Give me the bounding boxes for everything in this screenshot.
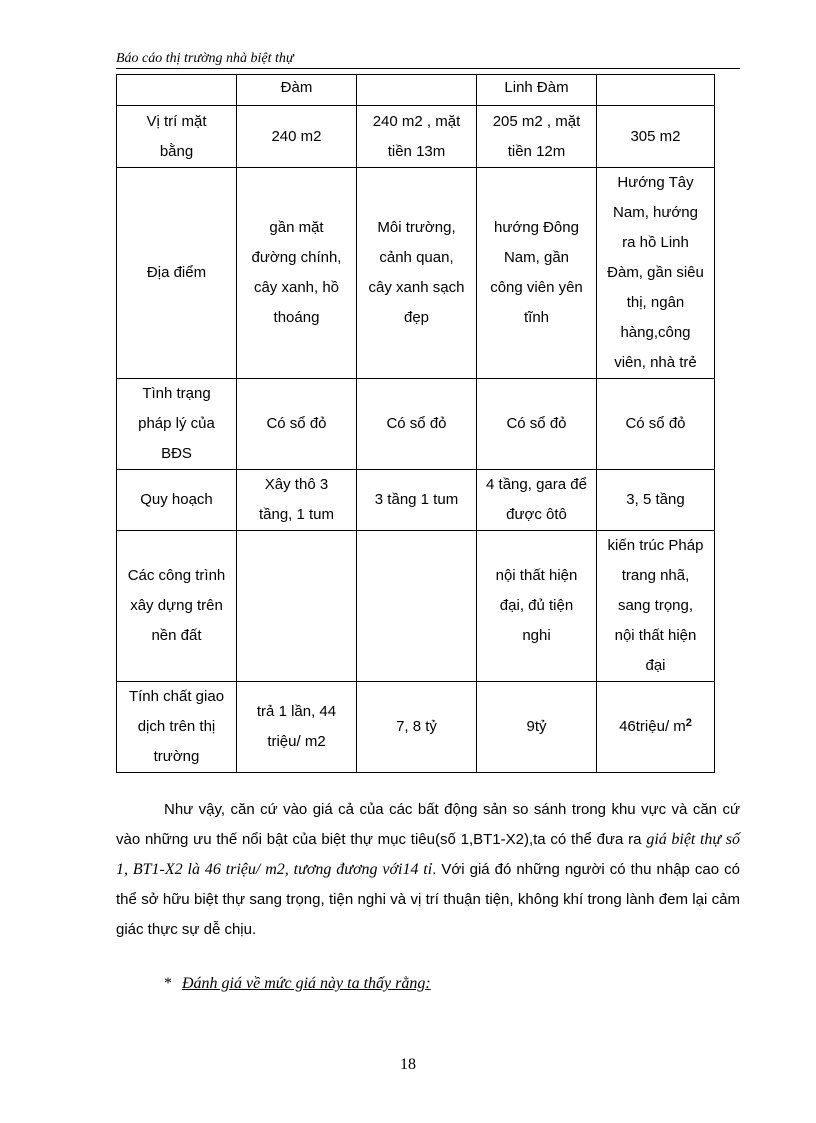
row-label: Vị trí mặt bằng (117, 106, 237, 168)
bullet-star: * (164, 975, 172, 992)
price-per-m2: 46triệu/ m (619, 718, 686, 735)
table-row (117, 470, 715, 531)
table-row (117, 75, 715, 106)
table-cell (597, 682, 715, 773)
row-label: Địa điểm (117, 168, 237, 379)
evaluation-heading (164, 975, 431, 993)
paragraph-text-1: Như vậy, căn cứ vào giá cả của các bất động sản so sánh trong khu vực và căn cứ vào những ưu thế nổi bật của biệt thự mục tiêu(số 1,BT1-X2),ta có thể đưa ra (116, 801, 740, 848)
table-cell: kiến trúc Pháp trang nhã, sang trọng, nội thất hiện đại (597, 531, 715, 682)
paragraph-italic: giá biệt thự số 1, BT1-X2 là 46 triệu/ m2, tương đương với14 tỉ (116, 831, 740, 878)
comparison-table (116, 74, 715, 773)
table-cell (357, 75, 477, 106)
table-row (117, 168, 715, 379)
table-cell: 305 m2 (597, 106, 715, 168)
superscript: 2 (685, 717, 692, 729)
table-cell: Có sổ đỏ (237, 379, 357, 470)
table-row (117, 106, 715, 168)
table-cell (597, 75, 715, 106)
table-cell: 3, 5 tầng (597, 470, 715, 531)
evaluation-label: Đánh giá về mức giá này ta thấy rằng: (182, 975, 431, 992)
table-cell (357, 531, 477, 682)
table-cell: 7, 8 tỷ (357, 682, 477, 773)
row-label: Quy hoạch (117, 470, 237, 531)
paragraph-text-2: . Với giá đó những người có thu nhập cao có thể sở hữu biệt thự sang trọng, tiện nghi và vị trí thuận tiện, không khí trong lành đem lại cảm giác thực sự dễ chịu. (116, 861, 740, 938)
table-cell: 205 m2 , mặt tiền 12m (477, 106, 597, 168)
table-cell: 240 m2 (237, 106, 357, 168)
table-cell: Xây thô 3 tầng, 1 tum (237, 470, 357, 531)
table-cell: Môi trường, cảnh quan, cây xanh sạch đẹp (357, 168, 477, 379)
table-cell: gần mặt đường chính, cây xanh, hồ thoáng (237, 168, 357, 379)
row-label: Các công trình xây dựng trên nền đất (117, 531, 237, 682)
page-number: 18 (400, 1056, 416, 1073)
table-cell: hướng Đông Nam, gần công viên yên tĩnh (477, 168, 597, 379)
row-label: Tính chất giao dịch trên thị trường (117, 682, 237, 773)
table-cell: 4 tầng, gara để được ôtô (477, 470, 597, 531)
table-cell (237, 531, 357, 682)
table-cell: trả 1 lần, 44 triệu/ m2 (237, 682, 357, 773)
row-label: Tình trạng pháp lý của BĐS (117, 379, 237, 470)
table-cell: Có sổ đỏ (477, 379, 597, 470)
table-cell: Hướng Tây Nam, hướng ra hồ Linh Đàm, gần siêu thị, ngân hàng,công viên, nhà trẻ (597, 168, 715, 379)
conclusion-paragraph (116, 795, 740, 945)
table-cell: Có sổ đỏ (357, 379, 477, 470)
table-cell: Đàm (237, 75, 357, 106)
table-cell: Có sổ đỏ (597, 379, 715, 470)
row-label (117, 75, 237, 106)
page-header: Báo cáo thị trường nhà biệt thự (116, 50, 740, 69)
table-row (117, 379, 715, 470)
table-cell: 240 m2 , mặt tiền 13m (357, 106, 477, 168)
table-row (117, 531, 715, 682)
table-cell: 9tỷ (477, 682, 597, 773)
table-row (117, 682, 715, 773)
table-cell: 3 tầng 1 tum (357, 470, 477, 531)
table-cell: nội thất hiện đại, đủ tiện nghi (477, 531, 597, 682)
table-cell: Linh Đàm (477, 75, 597, 106)
